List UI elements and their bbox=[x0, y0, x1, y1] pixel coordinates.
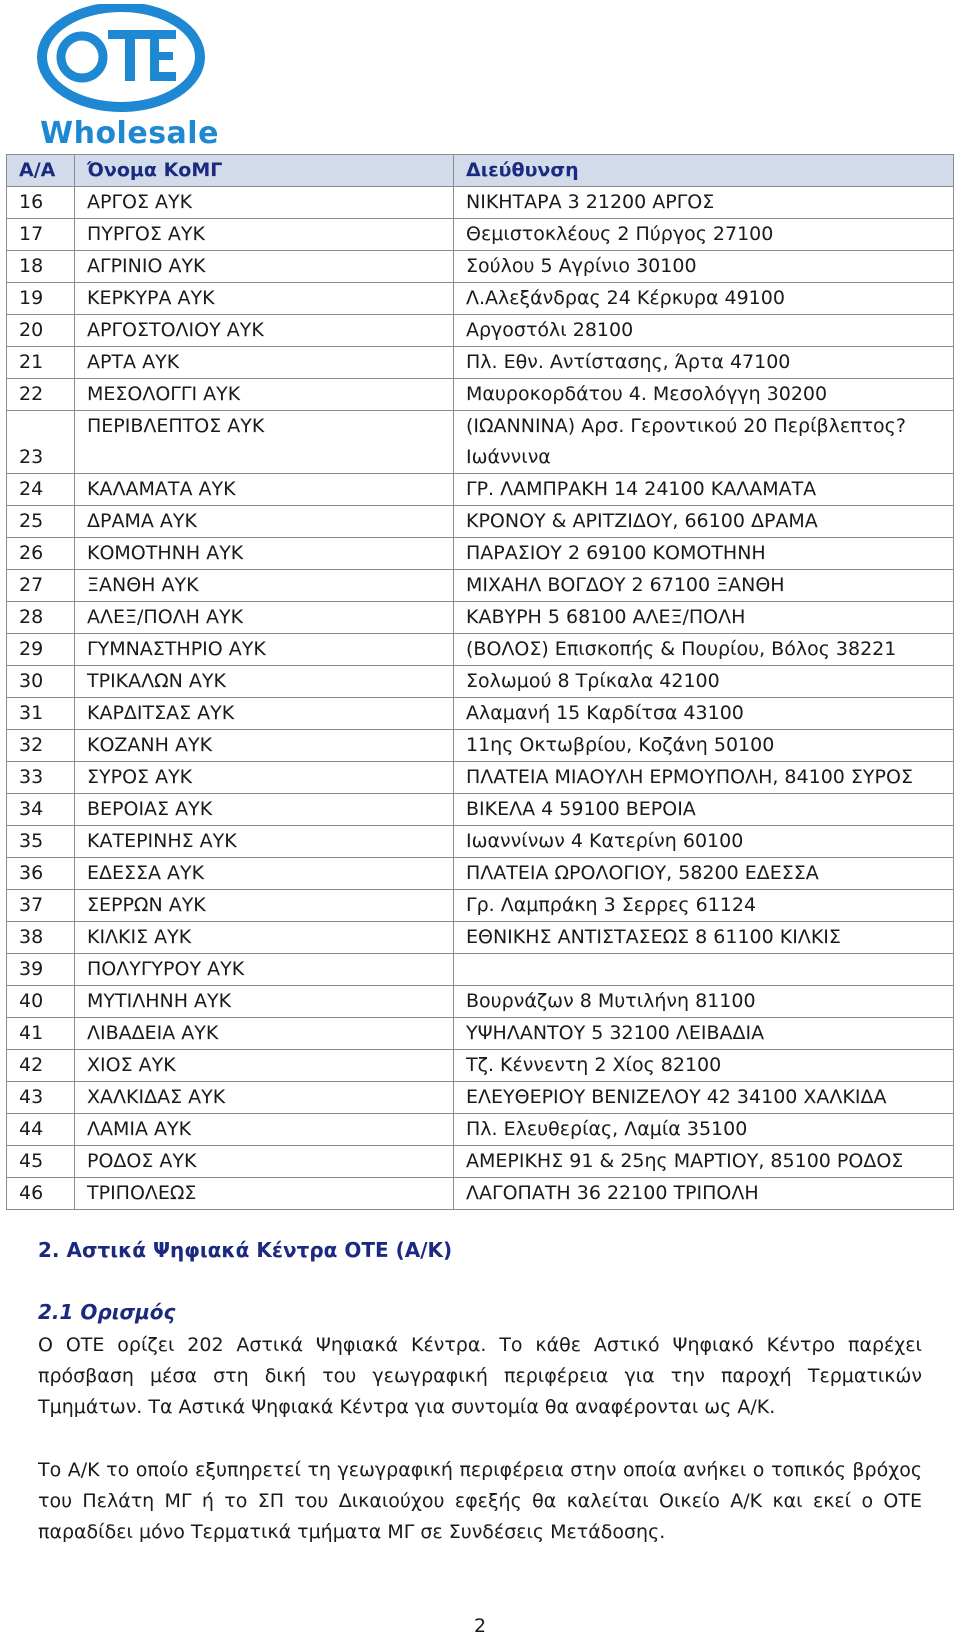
row-address: ΑΜΕΡΙΚΗΣ 91 & 25ης ΜΑΡΤΙΟΥ, 85100 ΡΟΔΟΣ bbox=[454, 1146, 954, 1178]
row-address: Αλαμανή 15 Καρδίτσα 43100 bbox=[454, 698, 954, 730]
row-number: 31 bbox=[7, 698, 75, 730]
row-name: ΚΕΡΚΥΡΑ ΑΥΚ bbox=[75, 283, 454, 315]
table-row bbox=[7, 698, 954, 730]
row-address: Αργοστόλι 28100 bbox=[454, 315, 954, 347]
table-row bbox=[7, 538, 954, 570]
row-name: ΛΑΜΙΑ ΑΥΚ bbox=[75, 1114, 454, 1146]
row-number: 40 bbox=[7, 986, 75, 1018]
row-address: ΚΑΒΥΡΗ 5 68100 ΑΛΕΞ/ΠΟΛΗ bbox=[454, 602, 954, 634]
row-number: 36 bbox=[7, 858, 75, 890]
row-name: ΓΥΜΝΑΣΤΗΡΙΟ ΑΥΚ bbox=[75, 634, 454, 666]
table-row bbox=[7, 634, 954, 666]
table-row bbox=[7, 1018, 954, 1050]
table-row bbox=[7, 730, 954, 762]
row-number: 17 bbox=[7, 219, 75, 251]
row-number: 46 bbox=[7, 1178, 75, 1210]
table-row bbox=[7, 1050, 954, 1082]
row-address: ΠΛΑΤΕΙΑ ΜΙΑΟΥΛΗ ΕΡΜΟΥΠΟΛΗ, 84100 ΣΥΡΟΣ bbox=[454, 762, 954, 794]
row-address: (ΒΟΛΟΣ) Επισκοπής & Πουρίου, Βόλος 38221 bbox=[454, 634, 954, 666]
table-row bbox=[7, 219, 954, 251]
row-name: ΤΡΙΚΑΛΩΝ ΑΥΚ bbox=[75, 666, 454, 698]
row-name: ΡΟΔΟΣ ΑΥΚ bbox=[75, 1146, 454, 1178]
row-number: 28 bbox=[7, 602, 75, 634]
row-name: ΜΕΣΟΛΟΓΓΙ ΑΥΚ bbox=[75, 379, 454, 411]
row-number: 44 bbox=[7, 1114, 75, 1146]
row-address: ΠΛΑΤΕΙΑ ΩΡΟΛΟΓΙΟΥ, 58200 ΕΔΕΣΣΑ bbox=[454, 858, 954, 890]
header-name: Όνομα ΚοΜΓ bbox=[75, 155, 454, 187]
row-address: ΠΑΡΑΣΙΟΥ 2 69100 ΚΟΜΟΤΗΝΗ bbox=[454, 538, 954, 570]
section-heading: 2. Αστικά Ψηφιακά Κέντρα ΟΤΕ (Α/Κ) bbox=[38, 1238, 453, 1262]
row-number: 19 bbox=[7, 283, 75, 315]
row-number: 32 bbox=[7, 730, 75, 762]
table-row bbox=[7, 826, 954, 858]
row-name: ΚΟΜΟΤΗΝΗ ΑΥΚ bbox=[75, 538, 454, 570]
row-name: ΒΕΡΟΙΑΣ ΑΥΚ bbox=[75, 794, 454, 826]
row-address bbox=[454, 954, 954, 986]
table-row bbox=[7, 666, 954, 698]
row-number: 35 bbox=[7, 826, 75, 858]
row-name: ΤΡΙΠΟΛΕΩΣ bbox=[75, 1178, 454, 1210]
row-address: 11ης Οκτωβρίου, Κοζάνη 50100 bbox=[454, 730, 954, 762]
row-name: ΑΡΓΟΣΤΟΛΙΟΥ ΑΥΚ bbox=[75, 315, 454, 347]
table-row bbox=[7, 602, 954, 634]
row-number: 27 bbox=[7, 570, 75, 602]
row-address: Βουρνάζων 8 Μυτιλήνη 81100 bbox=[454, 986, 954, 1018]
page-number: 2 bbox=[473, 1615, 487, 1637]
row-address: ΜΙΧΑΗΛ ΒΟΓΔΟΥ 2 67100 ΞΑΝΘΗ bbox=[454, 570, 954, 602]
row-number: 16 bbox=[7, 187, 75, 219]
row-name: ΚΑΤΕΡΙΝΗΣ ΑΥΚ bbox=[75, 826, 454, 858]
table-row bbox=[7, 1146, 954, 1178]
row-address: ΓΡ. ΛΑΜΠΡΑΚΗ 14 24100 ΚΑΛΑΜΑΤΑ bbox=[454, 474, 954, 506]
table-row bbox=[7, 506, 954, 538]
row-name: ΞΑΝΘΗ ΑΥΚ bbox=[75, 570, 454, 602]
row-number: 30 bbox=[7, 666, 75, 698]
row-number: 23 bbox=[7, 411, 75, 474]
row-name: ΠΥΡΓΟΣ ΑΥΚ bbox=[75, 219, 454, 251]
row-number: 37 bbox=[7, 890, 75, 922]
row-number: 18 bbox=[7, 251, 75, 283]
row-address: Θεμιστοκλέους 2 Πύργος 27100 bbox=[454, 219, 954, 251]
table-row bbox=[7, 379, 954, 411]
row-number: 41 bbox=[7, 1018, 75, 1050]
table-row bbox=[7, 922, 954, 954]
table-row bbox=[7, 954, 954, 986]
row-address: Πλ. Ελευθερίας, Λαμία 35100 bbox=[454, 1114, 954, 1146]
row-number: 43 bbox=[7, 1082, 75, 1114]
table-row bbox=[7, 570, 954, 602]
row-name: ΑΛΕΞ/ΠΟΛΗ ΑΥΚ bbox=[75, 602, 454, 634]
table-row bbox=[7, 315, 954, 347]
table-row bbox=[7, 794, 954, 826]
paragraph: Το Α/Κ το οποίο εξυπηρετεί τη γεωγραφική περιφέρεια στην οποία ανήκει ο τοπικός βρόχος του Πελάτη ΜΓ ή το ΣΠ του Δικαιούχου εφεξής θα καλείται Οικείο Α/Κ και εκεί ο ΟΤΕ παραδίδει μόνο Τερματικά τμήματα ΜΓ σε Συνδέσεις Μετάδοσης. bbox=[38, 1459, 922, 1543]
table-row bbox=[7, 251, 954, 283]
row-name: ΑΡΤΑ ΑΥΚ bbox=[75, 347, 454, 379]
row-number: 29 bbox=[7, 634, 75, 666]
row-address: ΛΑΓΟΠΑΤΗ 36 22100 ΤΡΙΠΟΛΗ bbox=[454, 1178, 954, 1210]
table-header-row bbox=[7, 155, 954, 187]
row-address: ΚΡΟΝΟΥ & ΑΡΙΤΖΙΔΟΥ, 66100 ΔΡΑΜΑ bbox=[454, 506, 954, 538]
table-row bbox=[7, 283, 954, 315]
row-number: 20 bbox=[7, 315, 75, 347]
row-number: 22 bbox=[7, 379, 75, 411]
table-row bbox=[7, 1114, 954, 1146]
row-number: 39 bbox=[7, 954, 75, 986]
row-address: Μαυροκορδάτου 4. Μεσολόγγη 30200 bbox=[454, 379, 954, 411]
table-row bbox=[7, 890, 954, 922]
row-address: Τζ. Κέννεντη 2 Χίος 82100 bbox=[454, 1050, 954, 1082]
table-row bbox=[7, 1082, 954, 1114]
row-address: ΥΨΗΛΑΝΤΟΥ 5 32100 ΛΕΙΒΑΔΙΑ bbox=[454, 1018, 954, 1050]
row-name: ΚΟΖΑΝΗ ΑΥΚ bbox=[75, 730, 454, 762]
sites-table bbox=[6, 154, 954, 1210]
row-name: ΑΡΓΟΣ ΑΥΚ bbox=[75, 187, 454, 219]
row-address: ΕΛΕΥΘΕΡΙΟΥ ΒΕΝΙΖΕΛΟΥ 42 34100 ΧΑΛΚΙΔΑ bbox=[454, 1082, 954, 1114]
ote-logo-icon bbox=[36, 4, 206, 116]
row-address: (ΙΩΑΝΝΙΝΑ) Αρσ. Γεροντικού 20 Περίβλεπτος?Ιωάννινα bbox=[454, 411, 954, 474]
header-address: Διεύθυνση bbox=[454, 155, 954, 187]
row-number: 24 bbox=[7, 474, 75, 506]
row-address: ΕΘΝΙΚΗΣ ΑΝΤΙΣΤΑΣΕΩΣ 8 61100 ΚΙΛΚΙΣ bbox=[454, 922, 954, 954]
row-address: Πλ. Εθν. Αντίστασης, Άρτα 47100 bbox=[454, 347, 954, 379]
table-row bbox=[7, 986, 954, 1018]
row-address: Ιωαννίνων 4 Κατερίνη 60100 bbox=[454, 826, 954, 858]
row-name: ΠΕΡΙΒΛΕΠΤΟΣ ΑΥΚ bbox=[75, 411, 454, 474]
row-name: ΜΥΤΙΛΗΝΗ ΑΥΚ bbox=[75, 986, 454, 1018]
paragraph: Ο ΟΤΕ ορίζει 202 Αστικά Ψηφιακά Κέντρα. Το κάθε Αστικό Ψηφιακό Κέντρο παρέχει πρόσβαση μέσα στη δική του γεωγραφική περιφέρεια για την παροχή Τερματικών Τμημάτων. Τα Αστικά Ψηφιακά Κέντρα για συντομία θα αναφέρονται ως Α/Κ. bbox=[38, 1334, 922, 1418]
row-name: ΠΟΛΥΓΥΡΟΥ ΑΥΚ bbox=[75, 954, 454, 986]
row-number: 21 bbox=[7, 347, 75, 379]
row-address: ΝΙΚΗΤΑΡΑ 3 21200 ΑΡΓΟΣ bbox=[454, 187, 954, 219]
header-number: Α/Α bbox=[7, 155, 75, 187]
subsection-heading: 2.1 Ορισμός bbox=[38, 1300, 176, 1324]
table-body bbox=[7, 187, 954, 1210]
row-number: 42 bbox=[7, 1050, 75, 1082]
row-number: 45 bbox=[7, 1146, 75, 1178]
table-row bbox=[7, 411, 954, 474]
row-name: ΣΕΡΡΩΝ ΑΥΚ bbox=[75, 890, 454, 922]
row-number: 33 bbox=[7, 762, 75, 794]
row-address: Γρ. Λαμπράκη 3 Σερρες 61124 bbox=[454, 890, 954, 922]
table-row bbox=[7, 1178, 954, 1210]
row-name: ΔΡΑΜΑ ΑΥΚ bbox=[75, 506, 454, 538]
table-row bbox=[7, 858, 954, 890]
row-number: 26 bbox=[7, 538, 75, 570]
row-name: ΚΑΡΔΙΤΣΑΣ ΑΥΚ bbox=[75, 698, 454, 730]
ote-wholesale-logo bbox=[36, 4, 219, 151]
row-number: 34 bbox=[7, 794, 75, 826]
row-address: ΒΙΚΕΛΑ 4 59100 ΒΕΡΟΙΑ bbox=[454, 794, 954, 826]
row-number: 38 bbox=[7, 922, 75, 954]
row-name: ΣΥΡΟΣ ΑΥΚ bbox=[75, 762, 454, 794]
row-address: Σούλου 5 Αγρίνιο 30100 bbox=[454, 251, 954, 283]
row-name: ΚΙΛΚΙΣ ΑΥΚ bbox=[75, 922, 454, 954]
table-row bbox=[7, 347, 954, 379]
row-name: ΛΙΒΑΔΕΙΑ ΑΥΚ bbox=[75, 1018, 454, 1050]
row-address: Λ.Αλεξάνδρας 24 Κέρκυρα 49100 bbox=[454, 283, 954, 315]
row-name: ΧΑΛΚΙΔΑΣ ΑΥΚ bbox=[75, 1082, 454, 1114]
table-row bbox=[7, 474, 954, 506]
row-name: ΕΔΕΣΣΑ ΑΥΚ bbox=[75, 858, 454, 890]
row-name: ΧΙΟΣ ΑΥΚ bbox=[75, 1050, 454, 1082]
row-name: ΚΑΛΑΜΑΤΑ ΑΥΚ bbox=[75, 474, 454, 506]
row-name: ΑΓΡΙΝΙΟ ΑΥΚ bbox=[75, 251, 454, 283]
table-row bbox=[7, 187, 954, 219]
row-number: 25 bbox=[7, 506, 75, 538]
wholesale-wordmark: Wholesale bbox=[40, 116, 219, 151]
table-row bbox=[7, 762, 954, 794]
row-address: Σολωμού 8 Τρίκαλα 42100 bbox=[454, 666, 954, 698]
